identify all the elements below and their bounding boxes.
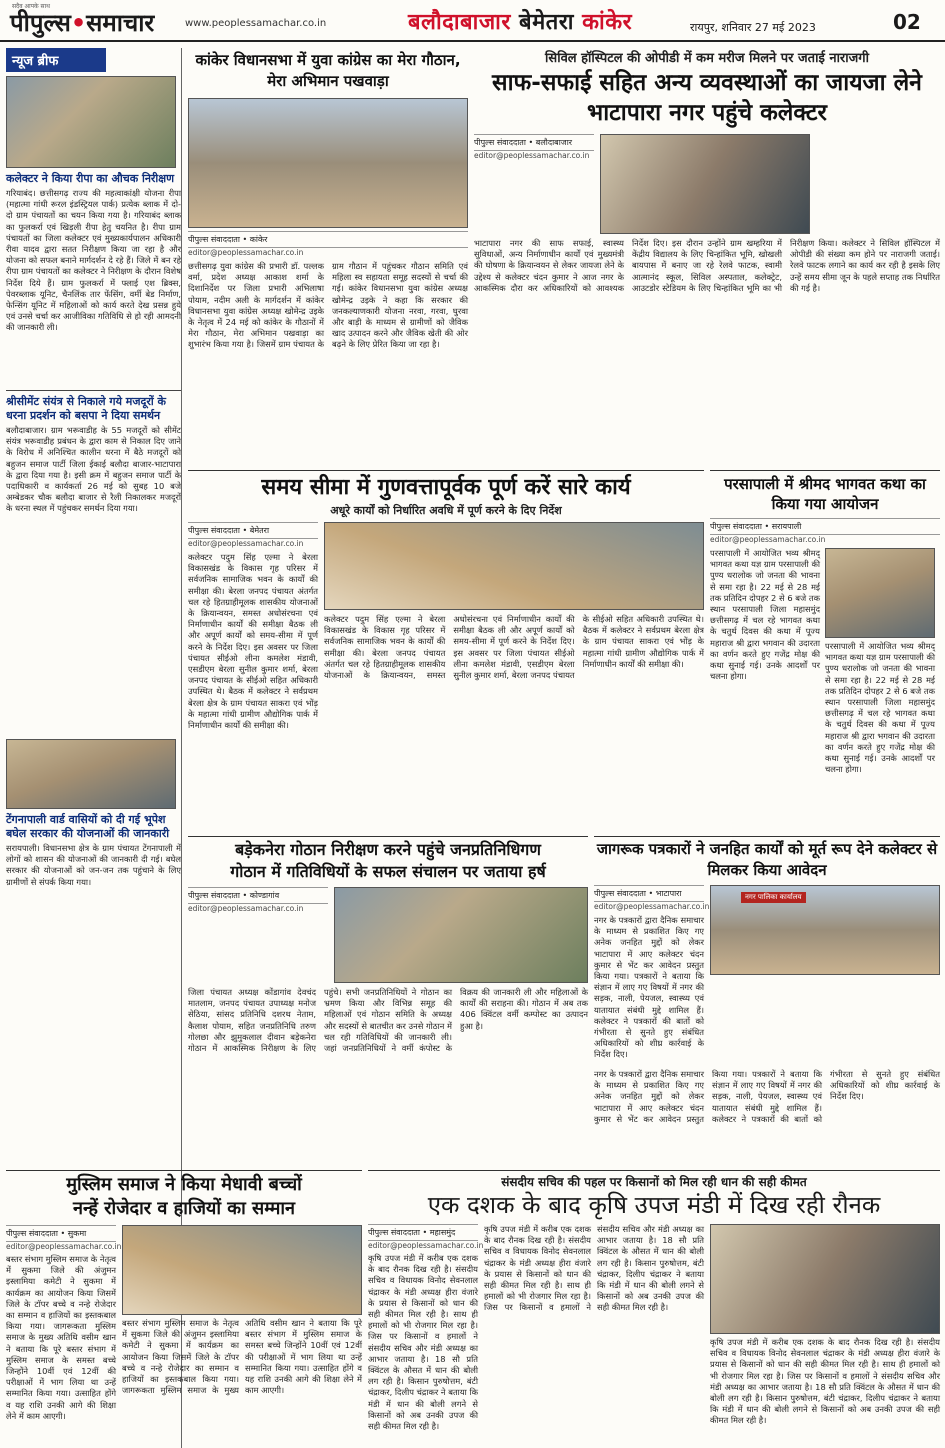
mandi-text-2: कृषि उपज मंडी में करीब एक दशक के बाद रौनक दिख रही है। संसदीय सचिव व विधायक विनोद सेवनलाल चंद्राकर के मंडी अध्यक्ष हीरा वंजारे के प्रयास से किसानों को धान की सही कीमत मिल रही है। साथ ही हमालों को भी रोजगार मिल रहा है। जिस पर किसानों व हमालों ने संसदीय सचिव और मंडी अध्यक्ष का आभार जताया है। 18 सौ प्रति क्विंटल के औसत में धान की बोली लग रही है। किसान पुरुषोत्तम, बंटी चंद्राकर, दिलीप चंद्राकर ने बताया कि मंडी में धान की बोली लगने से किसानों को अब उनकी उपज की सही कीमत मिल रही है। [710, 1337, 940, 1426]
kanker-email[interactable]: editor@peoplessamachar.co.in [188, 248, 304, 257]
muslim-photo [122, 1225, 362, 1315]
muslim-text: बस्तर संभाग मुस्लिम समाज के नेतृत्व में सुकमा जिले की अंजुमन इस्लामिया कमेटी ने सुकमा में कार्यक्रम का आयोजन किया जिसमें जिले के टॉपर बच्चे व नन्हे रोजेदार का सम्मान व हाजियों का इस्तकबाल किया गया। जागरूकता मुस्लिम समाज के मुख्य अतिथि वसीम खान ने बताया कि पूरे बस्तर संभाग में मुस्लिम समाज के समस्त बच्चे जिन्होंने 10वीं एवं 12वीं की परीक्षाओं में भाग लिया था उन्हें सम्मानित किया गया। उत्साहित होंगे व यह राशि उनकी आगे की शिक्षा लेने में काम आएगी। [122, 1318, 362, 1396]
dateline: रायपुर, शनिवार 27 मई 2023 [690, 21, 816, 34]
story-muslim-samaj [6, 1170, 362, 1440]
byline-name: पीपुल्स संवाददाता [474, 138, 526, 147]
patrakar-byline: पीपुल्स संवाददाता • भाटापारा [594, 885, 704, 902]
byline-place: कोण्डागांव [249, 891, 280, 900]
mandi-headline: एक दशक के बाद कृषि उपज मंडी में दिख रही रौनक [427, 1191, 881, 1219]
news-brief-label: न्यूज ब्रीफ [6, 48, 106, 72]
mandi-kicker: संसदीय सचिव की पहल पर किसानों को मिल रही धान की सही कीमत [501, 1175, 807, 1189]
kanker-text: छत्तीसगढ़ युवा कांग्रेस की प्रभारी डॉ. पल्लक वर्मा, प्रदेश अध्यक्ष आकाश शर्मा के दिशानिर्देश पर जिला प्रभारी अभिलाषा पोयाम, नदीम अली के मार्गदर्शन में कांकेर विधानसभा युवा कांग्रेस अध्यक्ष खोमेन्द्र उइके के नेतृत्व में 24 मई को कांकेर के गौठानों में मेरा गौठान, मेरा अभिमान पखवाड़ा का शुभारंभ किया गया है। जिसमें ग्राम पंचायत के ग्राम गौठान में पहुंचकर गौठान समिति एवं महिला स्व सहायता समूह सदस्यों से चर्चा की गई। कांकेर विधानसभा युवा कांग्रेस अध्यक्ष खोमेन्द्र उइके ने कहा कि सरकार की जनकल्याणकारी योजना नरवा, गरवा, घुरवा और बाड़ी के माध्यम से ग्रामीणों को जैविक खाद उत्पादन करने और जैविक खेती की ओर बढ़ने के लिए प्रेरित किया जा रहा है। [188, 261, 468, 350]
muslim-headline-2: नन्हें रोजेदार व हाजियों का सम्मान [72, 1198, 296, 1219]
bhagwat-text: परसापाली में आयोजित भव्य श्रीमद् भागवत कथा यज्ञ ग्राम परसापाली की पुण्य धरालोक जो जनता की भावना से समा रहा है। 22 मई से 28 मई तक प्रतिदिन दोपहर 2 से 6 बजे तक स्थान परसापाली जिला महासमुंद छत्तीसगढ़ में चल रहे भागवत कथा के चतुर्थ दिवस की कथा में पूज्य महाराज श्री द्वारा भगवान की उदारता का वर्णन करते हुए गजेंद्र मोक्ष की कथा सुनाई गई। उनके आदर्शों पर चलना होगा। [710, 548, 820, 682]
bhatapara-byline: पीपुल्स संवाददाता • बलौदाबाजार [474, 134, 594, 151]
mandi-email[interactable]: editor@peoplessamachar.co.in [368, 1241, 484, 1250]
kanker-byline: पीपुल्स संवाददाता • कांकेर [188, 231, 468, 248]
muslim-email[interactable]: editor@peoplessamachar.co.in [6, 1242, 122, 1251]
bhatapara-text: भाटापारा नगर की साफ सफाई, स्वास्थ्य सुविधाओं, अन्य निर्माणाधीन कार्यों एवं मुख्यमंत्री की घोषणा के क्रियान्वयन से लेकर जायजा लेने के उद्देश्य से कलेक्टर चंदन कुमार ने आज नगर के आकस्मिक दौरा कर अधिकारियों को आवश्यक निर्देश दिए। इस दौरान उन्होंने ग्राम खम्हरिया में केंद्रीय विद्यालय के लिए चिन्हांकित भूमि, खोखली बायपास में बनाए जा रहे रेलवे फाटक, स्वामी आत्मानंद स्कूल, सिविल अस्पताल, कलेक्ट्रेट, आउटडोर स्टेडियम के लिए चिन्हांकित भूमि का भी निरीक्षण किया। कलेक्टर ने सिविल हॉस्पिटल में ओपीडी की संख्या कम होने पर नाराजगी जताई। रेलवे फाटक लगाने का कार्य कर रही है इसके लिए उन्हें समय सीमा जून के पहले सप्ताह तक निर्धारित की गई है। [474, 238, 940, 293]
bhatapara-photo [600, 134, 810, 234]
gauthan-photo [334, 887, 588, 983]
mandi-byline: पीपुल्स संवाददाता • महासमुंद [368, 1224, 478, 1241]
muslim-headline-1: मुस्लिम समाज ने किया मेधावी बच्चों [66, 1174, 302, 1195]
masthead [0, 0, 945, 42]
story-gauthan [188, 836, 588, 1166]
bemetara-text-col1: कलेक्टर पदुम सिंह एल्मा ने बेरला विकासखंड के विकास गृह परिसर में सर्वजनिक सामाजिक भवन के कार्यों की समीक्षा की। बेरला जनपद पंचायत अंतर्गत चल रहे हितग्राहीमूलक शासकीय योजनाओं के क्रियान्वयन, समस्त अधोसंरचना एवं निर्माणाधीन कार्यों की समीक्षा बैठक ली और अपूर्ण कार्यों को समय-सीमा में पूर्ण करने के निर्देश दिए। इस अवसर पर जिला पंचायत सीईओ लीना कमलेश मंडावी, एसडीएम बेरला सुनील कुमार शर्मा, बेरला जनपद पंचायत के सीईओ सहित अधिकारी उपस्थित थे। बैठक में कलेक्टर ने सर्वप्रथम बेरला क्षेत्र के ग्राम पंचायत साकरा एवं भोंड़ के महात्मा गांधी ग्रामीण औद्योगिक पार्क में निर्माणाधीन कार्यों की समीक्षा की। [188, 552, 318, 731]
brief-text-2: बलौदाबाजार। ग्राम भरूवाडीह के 55 मजदूरों को सीमेंट संयंत्र भरूवाडीह प्रबंधन के द्वारा काम से निकाल दिए जाने के विरोध में अनिश्चित कालीन धरना में बैठे मजदूरों को बहुजन समाज पार्टी जिला ईकाई बलौदा बाजार-भाटापारा के द्वारा दिया गया है। इसी क्रम में बहुजन समाज पार्टी के पदाधिकारी व कार्यकर्ता 26 मई को सुबह 10 बजे अम्बेडकर चौक बलौदा बाजार से रैली निकालकर मजदूरों के धरना स्थल में पहुंचकर समर्थन दिया गया। [6, 425, 181, 514]
byline-place: बेमेतरा [249, 526, 270, 535]
brief-headline-1: कलेक्टर ने किया रीपा का औचक निरीक्षण [6, 172, 175, 185]
city-kanker: कांकेर [582, 10, 633, 35]
kanker-headline: कांकेर विधानसभा में युवा कांग्रेस का मेरा गौठान, मेरा अभिमान पखवाड़ा [195, 51, 461, 90]
byline-name: पीपुल्स संवाददाता [710, 522, 762, 531]
newspaper-logo [10, 6, 154, 39]
bemetara-text: कलेक्टर पदुम सिंह एल्मा ने बेरला विकासखंड के विकास गृह परिसर में सर्वजनिक सामाजिक भवन के कार्यों की समीक्षा की। बेरला जनपद पंचायत अंतर्गत चल रहे हितग्राहीमूलक शासकीय योजनाओं के क्रियान्वयन, समस्त अधोसंरचना एवं निर्माणाधीन कार्यों की समीक्षा बैठक ली और अपूर्ण कार्यों को समय-सीमा में पूर्ण करने के निर्देश दिए। इस अवसर पर जिला पंचायत सीईओ लीना कमलेश मंडावी, एसडीएम बेरला सुनील कुमार शर्मा, बेरला जनपद पंचायत के सीईओ सहित अधिकारी उपस्थित थे। बैठक में कलेक्टर ने सर्वप्रथम बेरला क्षेत्र के ग्राम पंचायत साकरा एवं भोंड़ के महात्मा गांधी ग्रामीण औद्योगिक पार्क में निर्माणाधीन कार्यों की समीक्षा की। [324, 614, 704, 681]
bhatapara-headline: साफ-सफाई सहित अन्य व्यवस्थाओं का जायजा लेने भाटापारा नगर पहुंचे कलेक्टर [492, 70, 922, 126]
muslim-byline: पीपुल्स संवाददाता • सुकमा [6, 1225, 116, 1242]
brief-photo-2 [6, 739, 176, 809]
bemetara-byline: पीपुल्स संवाददाता • बेमेतरा [188, 522, 318, 539]
edition-cities [408, 6, 632, 36]
story-bemetara [188, 470, 704, 830]
patrakar-headline: जागरूक पत्रकारों ने जनहित कार्यों को मूर्त रूप देने कलेक्टर से मिलकर किया आवेदन [596, 840, 938, 879]
bhagwat-text-2: परसापाली में आयोजित भव्य श्रीमद् भागवत कथा यज्ञ ग्राम परसापाली की पुण्य धरालोक जो जनता की भावना से समा रहा है। 22 मई से 28 मई तक प्रतिदिन दोपहर 2 से 6 बजे तक स्थान परसापाली जिला महासमुंद छत्तीसगढ़ में चल रहे भागवत कथा के चतुर्थ दिवस की कथा में पूज्य महाराज श्री द्वारा भगवान की उदारता का वर्णन करते हुए गजेंद्र मोक्ष की कथा सुनाई गई। उनके आदर्शों पर चलना होगा। [825, 641, 935, 775]
byline-place: भाटापारा [655, 889, 682, 898]
story-bhatapara [474, 48, 940, 468]
story-patrakar [594, 836, 940, 1166]
byline-name: पीपुल्स संवाददाता [6, 1229, 58, 1238]
byline-name: पीपुल्स संवाददाता [188, 891, 240, 900]
muslim-text-1: बस्तर संभाग मुस्लिम समाज के नेतृत्व में सुकमा जिले की अंजुमन इस्लामिया कमेटी ने सुकमा में कार्यक्रम का आयोजन किया जिसमें जिले के टॉपर बच्चे व नन्हे रोजेदार का सम्मान व हाजियों का इस्तकबाल किया गया। जागरूकता मुस्लिम समाज के मुख्य अतिथि वसीम खान ने बताया कि पूरे बस्तर संभाग में मुस्लिम समाज के समस्त बच्चे जिन्होंने 10वीं एवं 12वीं की परीक्षाओं में भाग लिया था उन्हें सम्मानित किया गया। उत्साहित होंगे व यह राशि उनकी आगे की शिक्षा लेने में काम आएगी। [6, 1254, 116, 1421]
brand-post: समाचार [86, 9, 155, 37]
byline-place: कांकेर [249, 235, 268, 244]
bhagwat-headline: परसापाली में श्रीमद भागवत कथा का किया गया आयोजन [724, 475, 926, 513]
divider [6, 390, 181, 391]
brief-text-1: गरियाबंद। छत्तीसगढ़ राज्य की महत्वाकांक्षी योजना रीपा (महात्मा गांधी रूरल इंडस्ट्रियल पार्क) प्रत्येक ब्लाक में दो-दो ग्राम पंचायतों का चयन किया गया है। गरियाबंद ब्लाक का फुलकर्रा एवं खिड़ली रीपा हेतु चयनित है। रीपा ग्राम पंचायतों का जिला कलेक्टर एवं मुख्यकार्यपालन अधिकारी रीवा यादव द्वारा सतत निरीक्षण किया जा रहा है और योजना को सफल बनाने मार्गदर्शन दे रहे हैं। जिले में बन रहे रीपा ग्राम पंचायतों का कलेक्टर ने निरीक्षण के दौरान विशेष निर्देश दिये हैं। ग्राम फुलकर्रा में फ्लाई एश ब्रिक्स, पेवरब्लाक यूनिट, चैनलिंक तार फेंसिंग, वर्मी बेड निर्माण, फेन्सिंग यूनिट में महिलाओं को कार्य करते देख प्रसन्न हुये एवं उनसे चर्चा कर आजीविका गतिविधि से हो रही आमदनी की जानकारी ली। [6, 188, 181, 333]
brief-headline-2: श्रीसीमेंट संयंत्र से निकाले गये मजदूरों के धरना प्रदर्शन को बसपा ने दिया समर्थन [6, 395, 167, 422]
masthead-tagline: सदैव आपके साथ [12, 3, 50, 10]
gauthan-headline-2: गोठान में गतिविधियों के सफल संचालन पर जताया हर्ष [230, 862, 546, 881]
bhatapara-email[interactable]: editor@peoplessamachar.co.in [474, 151, 590, 160]
brief-photo-1 [6, 76, 176, 168]
bhagwat-photo [825, 548, 935, 638]
mandi-text: कृषि उपज मंडी में करीब एक दशक के बाद रौनक दिख रही है। संसदीय सचिव व विधायक विनोद सेवनलाल चंद्राकर के मंडी अध्यक्ष हीरा वंजारे के प्रयास से किसानों को धान की सही कीमत मिल रही है। साथ ही हमालों को भी रोजगार मिल रहा है। जिस पर किसानों व हमालों ने संसदीय सचिव और मंडी अध्यक्ष का आभार जताया है। 18 सौ प्रति क्विंटल के औसत में धान की बोली लग रही है। किसान पुरुषोत्तम, बंटी चंद्राकर, दिलीप चंद्राकर ने बताया कि मंडी में धान की बोली लगने से किसानों को अब उनकी उपज की सही कीमत मिल रही है। [484, 1224, 704, 1313]
city-baloda: बलौदाबाजार [408, 10, 511, 35]
bhagwat-email[interactable]: editor@peoplessamachar.co.in [710, 535, 826, 544]
brief-headline-3: टेंगनापाली वार्ड वासियों को दी गई भूपेश बघेल सरकार की योजनाओं की जानकारी [6, 813, 170, 840]
story-mandi [368, 1170, 940, 1440]
office-sign: नगर पालिका कार्यालय [741, 892, 806, 903]
city-bemetara: बेमेतरा [519, 10, 574, 35]
mandi-photo [710, 1224, 940, 1334]
byline-name: पीपुल्स संवाददाता [368, 1228, 420, 1237]
bemetara-subhead: अधूरे कार्यों को निर्धारित अवधि में पूर्ण करने के दिए निर्देश [330, 504, 562, 517]
byline-place: सरायपाली [771, 522, 802, 531]
patrakar-photo [710, 885, 940, 975]
website-url[interactable]: www.peoplessamachar.co.in [185, 18, 327, 29]
brand-pre: पीपुल्स [10, 9, 71, 37]
bemetara-headline: समय सीमा में गुणवत्तापूर्वक पूर्ण करें सारे कार्य [261, 475, 631, 500]
byline-name: पीपुल्स संवाददाता [594, 889, 646, 898]
byline-place: सुकमा [67, 1229, 87, 1238]
brief-text-3: सरायपाली। विधानसभा क्षेत्र के ग्राम पंचायत टेंगनापाली में लोगों को शासन की योजनाओं की जानकारी दी गई। बघेल सरकार की योजनाओं को जन-जन तक पहुंचाने के लिए ग्रामीणों से संपर्क किया गया। [6, 843, 181, 887]
patrakar-text-1: नगर के पत्रकारों द्वारा दैनिक समाचार के माध्यम से प्रकाशित किए गए अनेक जनहित मुद्दों को लेकर भाटापारा में आए कलेक्टर चंदन कुमार से भेंट कर आवेदन प्रस्तुत किया गया। पत्रकारों ने बताया कि संज्ञान में लाए गए विषयों में नगर की सड़क, नाली, पेयजल, स्वास्थ्य एवं यातायात संबंधी मुद्दे शामिल हैं। कलेक्टर ने पत्रकारों की बातों को गंभीरता से सुनते हुए संबंधित अधिकारियों को शीघ्र कार्रवाई के निर्देश दिए। [594, 915, 704, 1060]
gauthan-text: जिला पंचायत अध्यक्ष कोंडागांव देवचंद मातलाम, जनपद पंचायत उपाध्यक्ष मनोज सेठिया, सांसद प्रतिनिधि दशरथ नेताम, कैलाश पोयाम, सहित जनप्रतिनिधि तरुण गोलछा और झुमुकलाल दीवान बड़ेकनेरा गोठान में आकस्मिक निरीक्षण के लिए पहुंचे। सभी जनप्रतिनिधियों ने गोठान का भ्रमण किया और विभिन्न समूह की महिलाओं एवं गोठान समिति के अध्यक्ष और सदस्यों से बातचीत कर उनसे गोठान में चल रही गतिविधियों की जानकारी ली। जहां जनप्रतिनिधियों ने वर्मी कंपोस्ट के विक्रय की जानकारी ली और महिलाओं के कार्यों की सराहना की। गोठान में अब तक 406 क्विंटल वर्मी कम्पोस्ट का उत्पादन हुआ है। [188, 987, 588, 1054]
brand-dot: • [70, 9, 87, 37]
bemetara-email[interactable]: editor@peoplessamachar.co.in [188, 539, 304, 548]
bhatapara-kicker: सिविल हॉस्पिटल की ओपीडी में कम मरीज मिलने पर जताई नाराजगी [545, 51, 869, 66]
byline-place: बलौदाबाजार [535, 138, 573, 147]
story-kanker [188, 48, 468, 468]
story-bhagwat [710, 470, 940, 830]
byline-name: पीपुल्स संवाददाता [188, 526, 240, 535]
kanker-photo [188, 98, 468, 228]
bhagwat-byline: पीपुल्स संवाददाता • सरायपाली [710, 518, 940, 535]
gauthan-email[interactable]: editor@peoplessamachar.co.in [188, 904, 304, 913]
byline-place: महासमुंद [429, 1228, 456, 1237]
page-number: 02 [893, 10, 921, 34]
byline-name: पीपुल्स संवाददाता [188, 235, 240, 244]
patrakar-email[interactable]: editor@peoplessamachar.co.in [594, 902, 710, 911]
patrakar-text: नगर के पत्रकारों द्वारा दैनिक समाचार के माध्यम से प्रकाशित किए गए अनेक जनहित मुद्दों को लेकर भाटापारा में आए कलेक्टर चंदन कुमार से भेंट कर आवेदन प्रस्तुत किया गया। पत्रकारों ने बताया कि संज्ञान में लाए गए विषयों में नगर की सड़क, नाली, पेयजल, स्वास्थ्य एवं यातायात संबंधी मुद्दे शामिल हैं। कलेक्टर ने पत्रकारों की बातों को गंभीरता से सुनते हुए संबंधित अधिकारियों को शीघ्र कार्रवाई के निर्देश दिए। [594, 1069, 940, 1124]
mandi-text-1: कृषि उपज मंडी में करीब एक दशक के बाद रौनक दिख रही है। संसदीय सचिव व विधायक विनोद सेवनलाल चंद्राकर के मंडी अध्यक्ष हीरा वंजारे के प्रयास से किसानों को धान की सही कीमत मिल रही है। साथ ही हमालों को भी रोजगार मिल रहा है। जिस पर किसानों व हमालों ने संसदीय सचिव और मंडी अध्यक्ष का आभार जताया है। 18 सौ प्रति क्विंटल के औसत में धान की बोली लग रही है। किसान पुरुषोत्तम, बंटी चंद्राकर, दिलीप चंद्राकर ने बताया कि मंडी में धान की बोली लगने से किसानों को अब उनकी उपज की सही कीमत मिल रही है। [368, 1253, 478, 1432]
bemetara-photo [324, 522, 704, 610]
gauthan-byline: पीपुल्स संवाददाता • कोण्डागांव [188, 887, 328, 904]
gauthan-headline-1: बड़ेकनेरा गोठान निरीक्षण करने पहुंचे जनप्रतिनिधिगण [235, 840, 541, 859]
